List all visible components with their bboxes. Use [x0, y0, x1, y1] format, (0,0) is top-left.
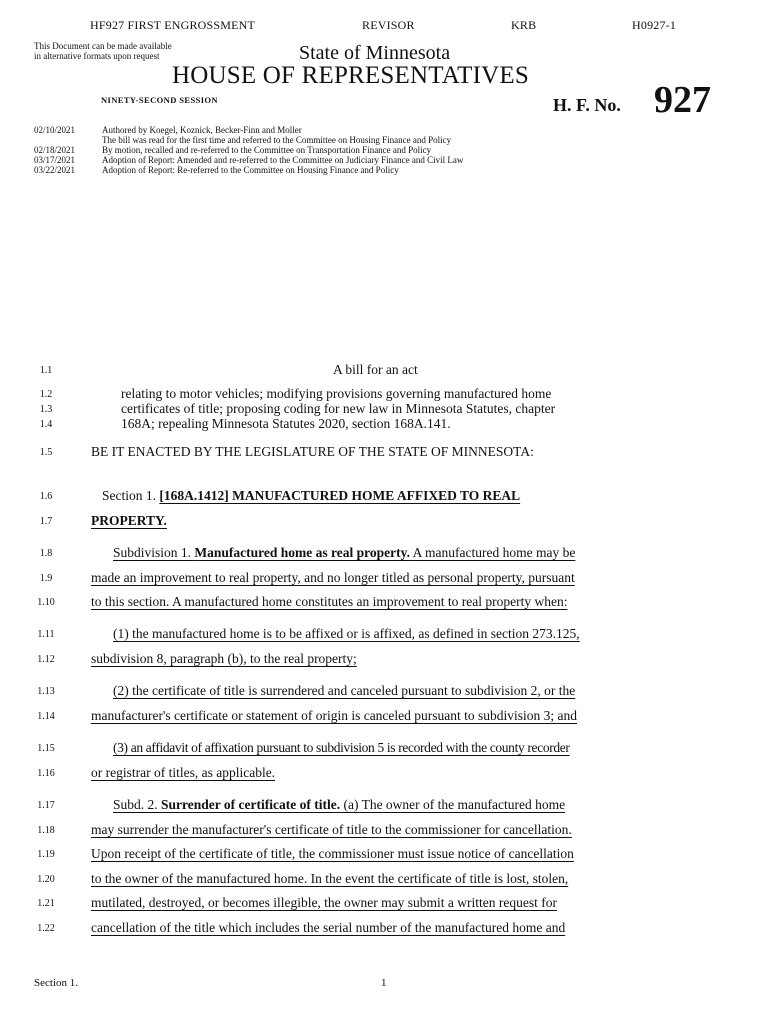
action-text: Adoption of Report: Amended and re-referred to the Committee on Judiciary Finance and Civil Law — [102, 155, 464, 165]
line-number: 1.6 — [39, 491, 53, 502]
line-number: 1.7 — [39, 516, 53, 527]
enacting-clause: BE IT ENACTED BY THE LEGISLATURE OF THE STATE OF MINNESOTA: — [91, 444, 534, 459]
bill-text-line: (2) the certificate of title is surrendered and canceled pursuant to subdivision 2, or the — [113, 683, 576, 698]
line-number: 1.1 — [39, 365, 53, 376]
line-number: 1.13 — [37, 686, 55, 697]
line-number: 1.8 — [39, 548, 53, 559]
subdivision-lead: Subd. 2. — [113, 797, 162, 812]
line-number: 1.22 — [37, 923, 55, 934]
bill-text-line: to this section. A manufactured home constitutes an improvement to real property when: — [91, 594, 568, 609]
line-number: 1.12 — [37, 654, 55, 665]
line-number: 1.20 — [37, 874, 55, 885]
action-date: 02/18/2021 — [34, 145, 76, 155]
action-text: The bill was read for the first time and referred to the Committee on Housing Finance and Policy — [102, 135, 452, 145]
hf-number: 927 — [654, 79, 711, 121]
action-text: Adoption of Report: Re-referred to the Committee on Housing Finance and Policy — [102, 165, 399, 175]
subdivision-text: (a) The owner of the manufactured home — [340, 797, 566, 812]
bill-text-line: (1) the manufactured home is to be affixed or is affixed, as defined in section 273.125, — [113, 626, 580, 641]
bill-purpose-line: 168A; repealing Minnesota Statutes 2020, section 168A.141. — [121, 416, 451, 431]
section-heading — [102, 488, 520, 504]
action-text: By motion, recalled and re-referred to the Committee on Transportation Finance and Policy — [102, 145, 432, 155]
subdivision-1-first-line — [113, 545, 575, 561]
line-number: 1.2 — [39, 389, 53, 400]
bill-text-line: may surrender the manufacturer's certificate of title to the commissioner for cancellation. — [91, 822, 572, 837]
state-title: State of Minnesota — [299, 42, 451, 64]
line-number: 1.19 — [37, 849, 55, 860]
subdivision-heading: Manufactured home as real property. — [194, 545, 411, 560]
bill-text-line: manufacturer's certificate or statement of origin is canceled pursuant to subdivision 3; and — [91, 708, 578, 723]
section-lead: Section 1. — [102, 488, 160, 503]
section-heading-text: [168A.1412] MANUFACTURED HOME AFFIXED TO REAL — [159, 488, 521, 503]
section-heading-continued: PROPERTY. — [91, 513, 167, 528]
subdivision-heading: Surrender of certificate of title. — [161, 797, 341, 812]
availability-note-line-2: in alternative formats upon request — [34, 51, 160, 61]
line-number: 1.15 — [37, 743, 55, 754]
subdivision-text: A manufactured home may be — [410, 545, 576, 560]
line-number: 1.5 — [39, 447, 53, 458]
header-doc-code: H0927-1 — [632, 18, 677, 32]
bill-text-line: Upon receipt of the certificate of title, the commissioner must issue notice of cancellation — [91, 846, 574, 861]
footer-page-number: 1 — [381, 977, 387, 989]
action-text: Authored by Koegel, Koznick, Becker-Finn and Moller — [102, 125, 302, 135]
header-bill-ref: HF927 FIRST ENGROSSMENT — [90, 18, 256, 32]
line-number: 1.21 — [37, 898, 55, 909]
header-initials: KRB — [511, 18, 537, 32]
line-number: 1.18 — [37, 825, 55, 836]
bill-text-line: subdivision 8, paragraph (b), to the real property; — [91, 651, 357, 666]
subdivision-2-first-line — [113, 797, 565, 813]
bill-text-line: to the owner of the manufactured home. In the event the certificate of title is lost, stolen, — [91, 871, 569, 886]
bill-text-line: or registrar of titles, as applicable. — [91, 765, 276, 780]
action-date: 02/10/2021 — [34, 125, 76, 135]
bill-text-line: made an improvement to real property, and no longer titled as personal property, pursuant — [91, 570, 575, 585]
session-label: NINETY-SECOND SESSION — [101, 95, 218, 105]
line-number: 1.11 — [37, 629, 55, 640]
hf-label: H. F. No. — [553, 95, 621, 115]
line-number: 1.10 — [37, 597, 55, 608]
bill-text-line: mutilated, destroyed, or becomes illegible, the owner may submit a written request for — [91, 895, 557, 910]
line-number: 1.16 — [37, 768, 55, 779]
chamber-title: HOUSE OF REPRESENTATIVES — [172, 62, 529, 89]
line-number: 1.14 — [37, 711, 55, 722]
bill-title: A bill for an act — [333, 362, 418, 377]
line-number: 1.17 — [37, 800, 55, 811]
action-date: 03/17/2021 — [34, 155, 76, 165]
line-number: 1.4 — [39, 419, 53, 430]
bill-purpose-line: certificates of title; proposing coding for new law in Minnesota Statutes, chapter — [121, 401, 556, 416]
action-date: 03/22/2021 — [34, 165, 76, 175]
bill-text-line: (3) an affidavit of affixation pursuant to subdivision 5 is recorded with the county recorder — [113, 740, 570, 755]
line-number: 1.3 — [39, 404, 53, 415]
footer-section: Section 1. — [34, 977, 78, 989]
header-revisor: REVISOR — [362, 18, 415, 32]
bill-purpose-line: relating to motor vehicles; modifying provisions governing manufactured home — [121, 386, 552, 401]
line-number: 1.9 — [39, 573, 53, 584]
availability-note-line-1: This Document can be made available — [34, 41, 172, 51]
subdivision-lead: Subdivision 1. — [113, 545, 195, 560]
bill-text-line: cancellation of the title which includes the serial number of the manufactured home and — [91, 920, 566, 935]
